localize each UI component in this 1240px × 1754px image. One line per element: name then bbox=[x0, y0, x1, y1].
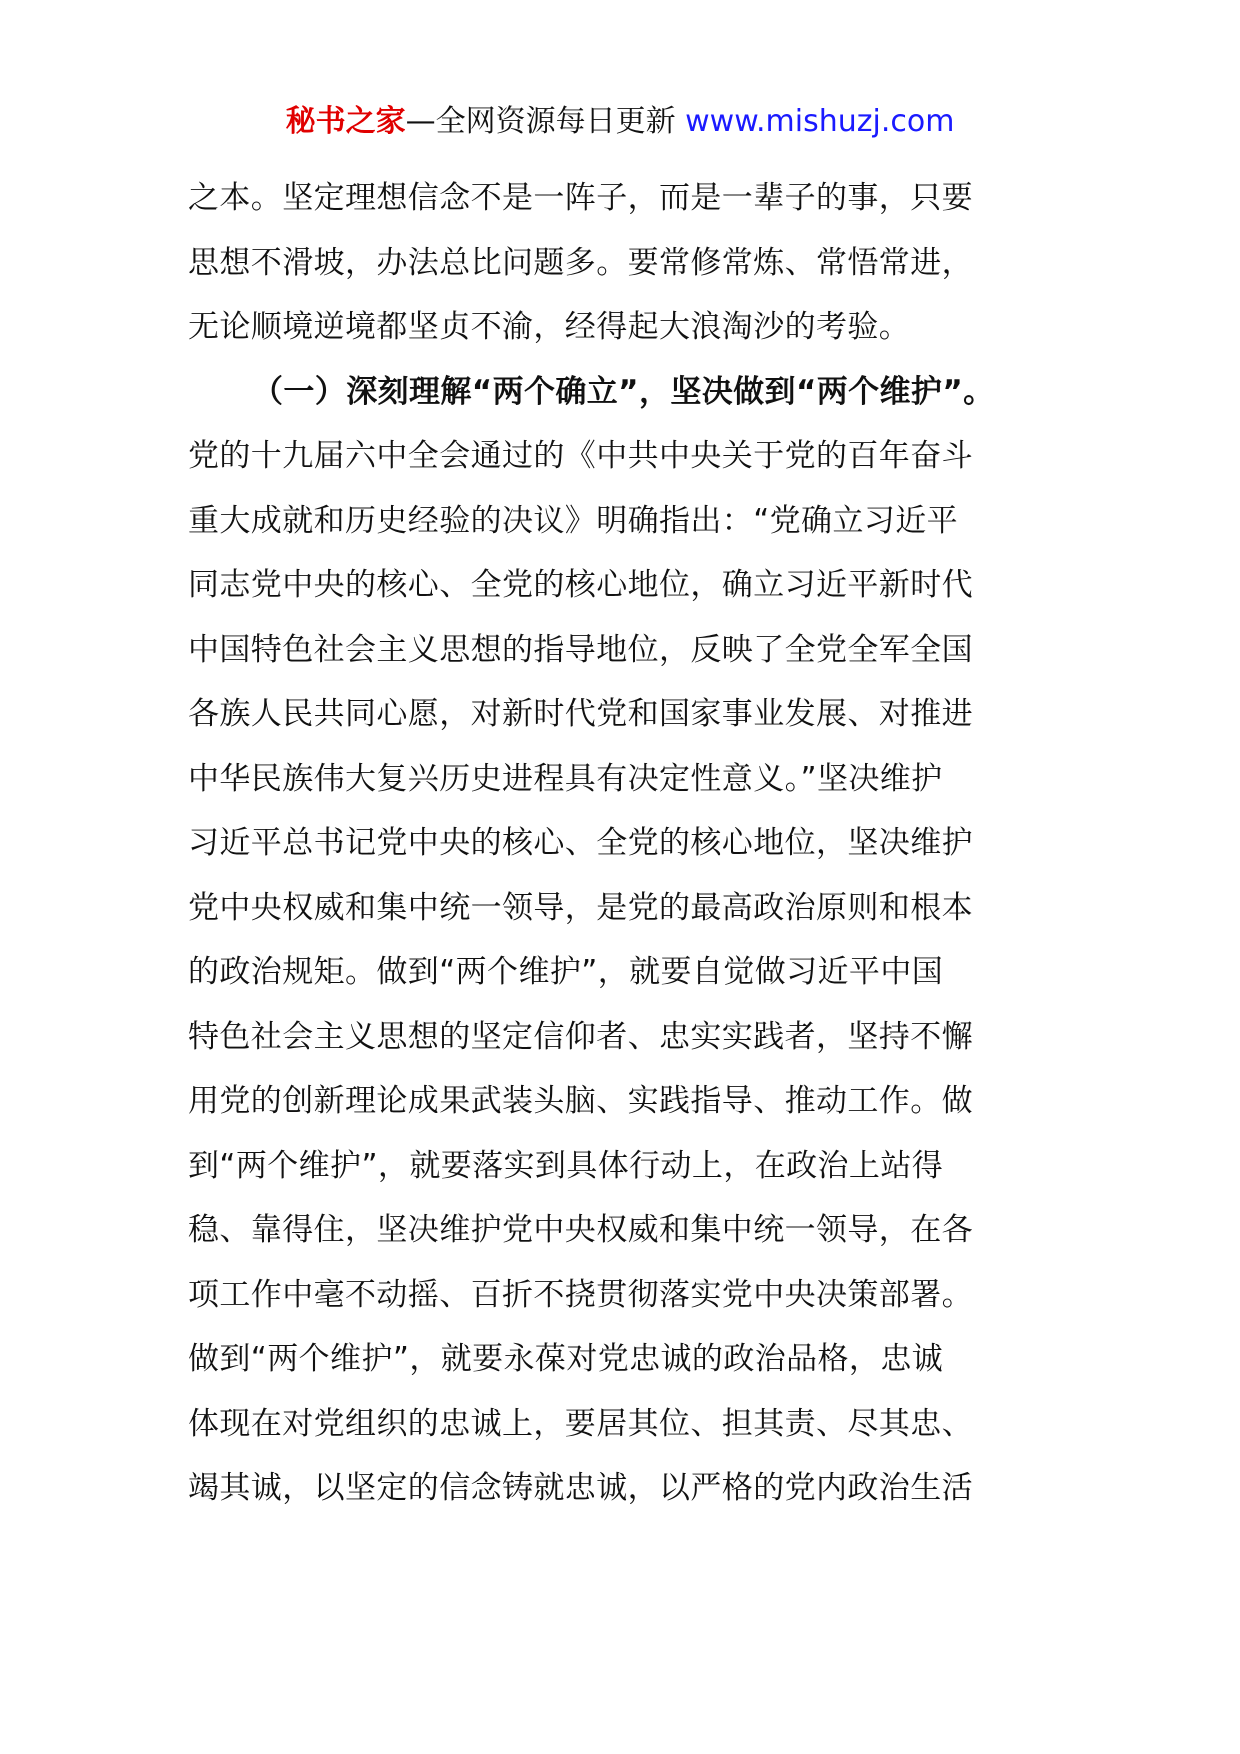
brand-name: 秘书之家 bbox=[285, 104, 406, 139]
text-line: 党的十九届六中全会通过的《中共中央关于党的百年奋斗 bbox=[188, 438, 973, 474]
website-link[interactable]: www.mishuzj.com bbox=[685, 104, 955, 139]
text-line: 竭其诚，以坚定的信念铸就忠诚，以严格的党内政治生活 bbox=[188, 1470, 973, 1506]
text-line: 项工作中毫不动摇、百折不挠贯彻落实党中央决策部署。 bbox=[188, 1276, 973, 1313]
text-line: 中华民族伟大复兴历史进程具有决定性意义。”坚决维护 bbox=[188, 760, 943, 797]
text-line: 特色社会主义思想的坚定信仰者、忠实实践者，坚持不懈 bbox=[188, 1018, 973, 1055]
text-line: 思想不滑坡，办法总比问题多。要常修常炼、常悟常进， bbox=[188, 244, 973, 281]
text-line: 的政治规矩。做到“两个维护”，就要自觉做习近平中国 bbox=[188, 954, 944, 990]
text-line: 党中央权威和集中统一领导，是党的最高政治原则和根本 bbox=[188, 889, 973, 926]
text-line: 无论顺境逆境都坚贞不渝，经得起大浪淘沙的考验。 bbox=[188, 309, 911, 345]
text-line: 习近平总书记党中央的核心、全党的核心地位，坚决维护 bbox=[188, 825, 973, 861]
document-body bbox=[188, 166, 1058, 1521]
text-line: 稳、靠得住，坚决维护党中央权威和集中统一领导，在各 bbox=[188, 1212, 973, 1248]
text-line: 之本。坚定理想信念不是一阵子，而是一辈子的事，只要 bbox=[188, 180, 973, 216]
text-line: 重大成就和历史经验的决议》明确指出：“党确立习近平 bbox=[188, 502, 959, 539]
page-header bbox=[0, 100, 1240, 144]
text-line: 同志党中央的核心、全党的核心地位，确立习近平新时代 bbox=[188, 567, 973, 603]
text-line: 体现在对党组织的忠诚上，要居其位、担其责、尽其忠、 bbox=[188, 1405, 973, 1442]
text-line: 中国特色社会主义思想的指导地位，反映了全党全军全国 bbox=[188, 631, 973, 668]
text-line: 做到“两个维护”，就要永葆对党忠诚的政治品格，忠诚 bbox=[188, 1341, 944, 1377]
text-line: 用党的创新理论成果武装头脑、实践指导、推动工作。做 bbox=[188, 1083, 973, 1119]
text-line: 各族人民共同心愿，对新时代党和国家事业发展、对推进 bbox=[188, 696, 973, 732]
section-heading: （一）深刻理解“两个确立”，坚决做到“两个维护”。 bbox=[252, 373, 995, 410]
text-line: 到“两个维护”，就要落实到具体行动上，在政治上站得 bbox=[188, 1147, 944, 1184]
header-tagline: —全网资源每日更新 bbox=[405, 104, 676, 139]
